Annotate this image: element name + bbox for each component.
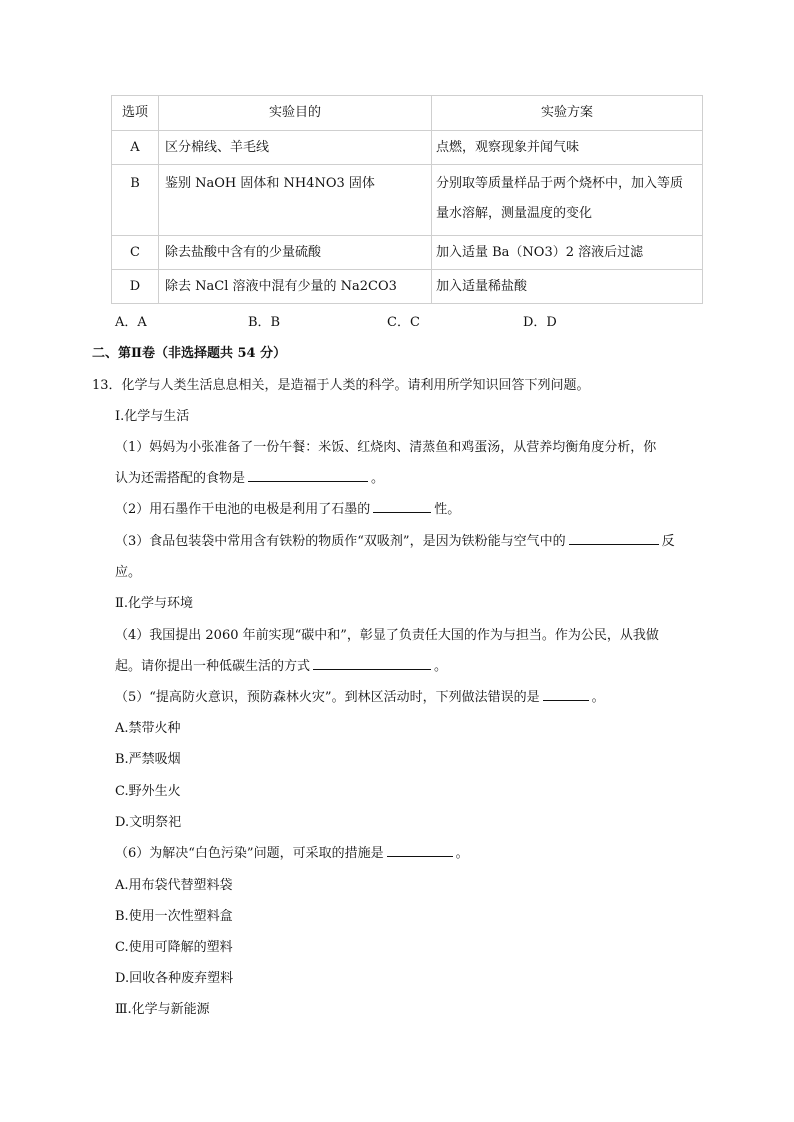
table-row [112, 236, 703, 270]
q4-text: 起。请你提出一种低碳生活的方式 [115, 659, 311, 674]
q4-end: 。 [434, 659, 448, 674]
choice-c: C．C [387, 315, 420, 330]
q2-end: 性。 [434, 502, 461, 517]
choice-d: D．D [523, 315, 557, 330]
q6-option-c: C.使用可降解的塑料 [115, 940, 233, 955]
row-plan-line2: 量水溶解，测量温度的变化 [436, 206, 593, 221]
q5-option-d: D.文明祭祀 [115, 815, 182, 830]
q5-option-b: B.严禁吸烟 [115, 752, 181, 767]
q6-answer-blank[interactable] [387, 844, 453, 857]
q1-line2 [115, 467, 384, 486]
row-purpose: 除去盐酸中含有的少量硫酸 [159, 236, 432, 270]
section-title: 二、第Ⅱ卷（非选择题共 54 分） [92, 346, 287, 361]
q3-answer-blank[interactable] [569, 532, 659, 545]
row-plan-line1: 分别取等质量样品于两个烧杯中，加入等质 [436, 176, 684, 191]
header-option: 选项 [112, 96, 159, 131]
q6-line [115, 842, 469, 861]
q6-end: 。 [455, 846, 469, 861]
q5-line [115, 686, 605, 705]
q6-text: （6）为解决“白色污染”问题，可采取的措施是 [115, 846, 384, 861]
row-option: C [112, 236, 159, 270]
q6-option-a: A.用布袋代替塑料袋 [115, 878, 233, 893]
row-plan [432, 165, 703, 236]
q2-answer-blank[interactable] [373, 500, 431, 513]
q4-answer-blank[interactable] [313, 657, 431, 670]
experiment-table [111, 95, 703, 304]
q4-line1: （4）我国提出 2060 年前实现“碳中和”，彰显了负责任大国的作为与担当。作为公民，从我做 [115, 628, 659, 643]
row-option: D [112, 270, 159, 304]
q3-text: （3）食品包装袋中常用含有铁粉的物质作“双吸剂”，是因为铁粉能与空气中的 [115, 534, 566, 549]
table-row [112, 165, 703, 236]
q3-line2: 应。 [115, 565, 142, 580]
header-purpose: 实验目的 [159, 96, 432, 131]
header-plan: 实验方案 [432, 96, 703, 131]
q1-answer-blank[interactable] [248, 469, 368, 482]
row-plan: 点燃，观察现象并闻气味 [432, 131, 703, 165]
table-row [112, 131, 703, 165]
row-option: B [112, 165, 159, 236]
question-stem: 13．化学与人类生活息息相关，是造福于人类的科学。请利用所学知识回答下列问题。 [92, 378, 590, 393]
choice-a: A．A [115, 315, 147, 330]
part3-title: Ⅲ.化学与新能源 [115, 1002, 210, 1017]
part1-title: Ⅰ.化学与生活 [115, 409, 190, 424]
q4-line2 [115, 655, 447, 674]
q1-text: 认为还需搭配的食物是 [115, 471, 246, 486]
q6-option-b: B.使用一次性塑料盒 [115, 909, 233, 924]
row-purpose: 区分棉线、羊毛线 [159, 131, 432, 165]
row-option: A [112, 131, 159, 165]
q2-text: （2）用石墨作干电池的电极是利用了石墨的 [115, 502, 371, 517]
q2-line [115, 498, 460, 517]
table-row [112, 270, 703, 304]
q1-line1: （1）妈妈为小张准备了一份午餐：米饭、红烧肉、清蒸鱼和鸡蛋汤，从营养均衡角度分析，你 [115, 440, 657, 455]
row-plan: 加入适量稀盐酸 [432, 270, 703, 304]
q5-option-c: C.野外生火 [115, 784, 181, 799]
q5-answer-blank[interactable] [543, 688, 589, 701]
q3-end: 反 [661, 534, 675, 549]
row-plan: 加入适量 Ba（NO3）2 溶液后过滤 [432, 236, 703, 270]
q1-end: 。 [371, 471, 385, 486]
row-purpose: 鉴别 NaOH 固体和 NH4NO3 固体 [159, 165, 432, 236]
table-header-row [112, 96, 703, 131]
q5-text: （5）“提高防火意识，预防森林火灾”。到林区活动时，下列做法错误的是 [115, 690, 540, 705]
q5-end: 。 [591, 690, 605, 705]
q6-option-d: D.回收各种废弃塑料 [115, 971, 234, 986]
q3-line1 [115, 530, 675, 549]
q5-option-a: A.禁带火种 [115, 721, 181, 736]
row-purpose: 除去 NaCl 溶液中混有少量的 Na2CO3 [159, 270, 432, 304]
choice-b: B．B [248, 315, 281, 330]
part2-title: Ⅱ.化学与环境 [115, 596, 193, 611]
